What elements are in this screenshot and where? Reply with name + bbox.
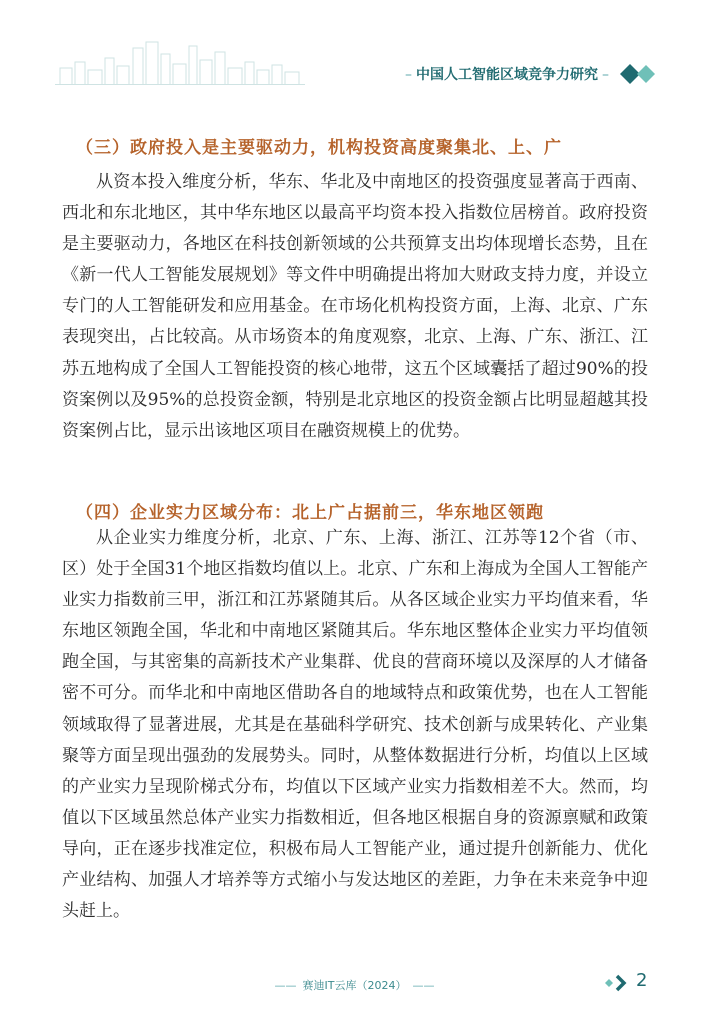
title-dash-left: – [405,67,412,83]
footer-source-label: 赛迪IT云库（2024） [302,979,407,992]
running-title: 中国人工智能区域竞争力研究 [416,67,598,83]
footer-dash-left: —— [274,979,297,992]
teal-diamonds-icon [619,63,659,85]
footer-source [0,977,709,993]
page-number: 2 [636,970,648,991]
section-body-4: 从企业实力维度分析，北京、广东、上海、浙江、江苏等12个省（市、区）处于全国31个地区指数均值以上。北京、广东和上海成为全国人工智能产业实力指数前三甲，浙江和江苏紧随其后。从各区域企业实力平均值来看，华东地区领跑全国，华北和中南地区紧随其后。华东地区整体企业实力平均值领跑全国，与其密集的高新技术产业集群、优良的营商环境以及深厚的人才储备密不可分。而华北和中南地区借助各自的地域特点和政策优势，也在人工智能领域取得了显著进展，尤其是在基础科学研究、技术创新与成果转化、产业集聚等方面呈现出强劲的发展势头。同时，从整体数据进行分析，均值以上区域的产业实力呈现阶梯式分布，均值以下区域产业实力指数相差不大。然而，均值以下区域虽然总体产业实力指数相近，但各地区根据自身的资源禀赋和政策导向，正在逐步找准定位，积极布局人工智能产业，通过提升创新能力、优化产业结构、加强人才培养等方式缩小与发达地区的差距，力争在未来竞争中迎头赶上。 [62,528,648,922]
footer-dash-right: —— [412,979,435,992]
chevron-arrow-icon [604,973,630,993]
section-body-3: 从资本投入维度分析，华东、华北及中南地区的投资强度显著高于西南、西北和东北地区，其中华东地区以最高平均资本投入指数位居榜首。政府投资是主要驱动力，各地区在科技创新领域的公共预算支出均体现增长态势，且在《新一代人工智能发展规划》等文件中明确提出将加大财政支持力度，并设立专门的人工智能研发和应用基金。在市场化机构投资方面，上海、北京、广东表现突出，占比较高。从市场资本的角度观察，北京、上海、广东、浙江、江苏五地构成了全国人工智能投资的核心地带，这五个区域囊括了超过90%的投资案例以及95%的总投资金额，特别是北京地区的投资金额占比明显超越其投资案例占比，显示出该地区项目在融资规模上的优势。 [62,172,648,441]
city-skyline-icon [55,40,305,85]
title-dash-right: – [602,67,609,83]
section-heading-4: （四）企业实力区域分布：北上广占据前三，华东地区领跑 [76,503,544,523]
section-heading-3: （三）政府投入是主要驱动力，机构投资高度聚集北、上、广 [76,138,562,158]
header-title [401,64,613,84]
